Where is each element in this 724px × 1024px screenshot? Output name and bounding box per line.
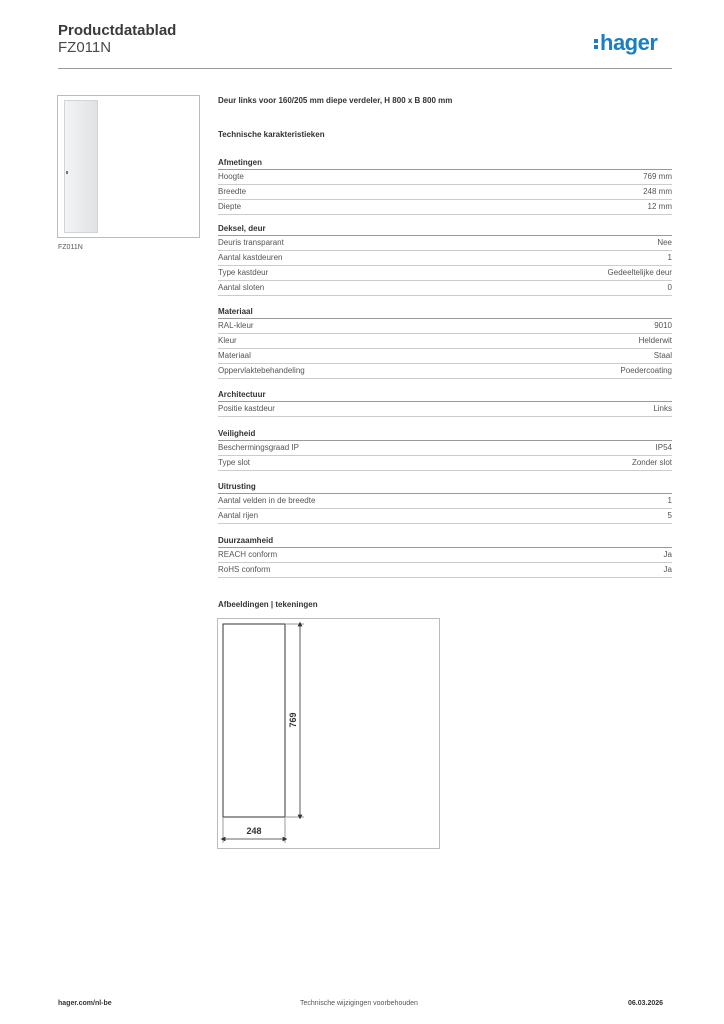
spec-row bbox=[218, 441, 672, 456]
height-dimension-label: 769 bbox=[288, 712, 298, 728]
spec-row bbox=[218, 251, 672, 266]
spec-label: Deuris transparant bbox=[218, 238, 284, 247]
spec-label: Aantal sloten bbox=[218, 283, 265, 292]
spec-row bbox=[218, 349, 672, 364]
spec-section bbox=[218, 535, 672, 578]
section-title: Deksel, deur bbox=[218, 223, 672, 236]
spec-value: 9010 bbox=[654, 321, 672, 330]
spec-row bbox=[218, 236, 672, 251]
spec-value: 12 mm bbox=[647, 202, 672, 211]
spec-label: Oppervlaktebehandeling bbox=[218, 366, 305, 375]
spec-row bbox=[218, 494, 672, 509]
spec-label: Aantal kastdeuren bbox=[218, 253, 283, 262]
spec-value: 1 bbox=[667, 253, 672, 262]
door-illustration bbox=[64, 100, 98, 233]
spec-label: Aantal velden in de breedte bbox=[218, 496, 316, 505]
spec-label: Hoogte bbox=[218, 172, 244, 181]
header-divider bbox=[58, 68, 672, 69]
footer-date: 06.03.2026 bbox=[628, 1000, 664, 1007]
spec-value: Poedercoating bbox=[620, 366, 672, 375]
section-title: Materiaal bbox=[218, 306, 672, 319]
spec-row bbox=[218, 266, 672, 281]
spec-value: Zonder slot bbox=[631, 458, 672, 467]
door-outline bbox=[223, 624, 285, 817]
spec-value: 248 mm bbox=[643, 187, 672, 196]
spec-value: Ja bbox=[663, 550, 672, 559]
section-title: Duurzaamheid bbox=[218, 535, 672, 548]
spec-label: Breedte bbox=[218, 187, 247, 196]
spec-value: 1 bbox=[667, 496, 672, 505]
door-handle-icon bbox=[66, 171, 68, 174]
section-title: Architectuur bbox=[218, 389, 672, 402]
figures-heading: Afbeeldingen | tekeningen bbox=[218, 600, 318, 609]
spec-row bbox=[218, 281, 672, 296]
footer-disclaimer: Technische wijzigingen voorbehouden bbox=[300, 1000, 418, 1007]
logo-dots-icon bbox=[594, 37, 599, 51]
footer-website[interactable]: hager.com/nl-be bbox=[58, 1000, 112, 1007]
width-dimension-label: 248 bbox=[246, 826, 262, 836]
spec-label: Materiaal bbox=[218, 351, 251, 360]
spec-row bbox=[218, 364, 672, 379]
spec-label: RAL-kleur bbox=[218, 321, 254, 330]
spec-row bbox=[218, 456, 672, 471]
spec-value: 769 mm bbox=[643, 172, 672, 181]
product-image bbox=[57, 95, 200, 238]
page-title: Productdatablad bbox=[58, 22, 177, 39]
spec-row bbox=[218, 509, 672, 524]
brand-logo bbox=[594, 30, 657, 56]
spec-label: Positie kastdeur bbox=[218, 404, 275, 413]
spec-row bbox=[218, 402, 672, 417]
product-description: Deur links voor 160/205 mm diepe verdeler, H 800 x B 800 mm bbox=[218, 96, 453, 105]
section-title: Uitrusting bbox=[218, 481, 672, 494]
spec-section bbox=[218, 481, 672, 524]
spec-row bbox=[218, 200, 672, 215]
technical-drawing bbox=[217, 618, 440, 849]
spec-label: Beschermingsgraad IP bbox=[218, 443, 299, 452]
spec-label: RoHS conform bbox=[218, 565, 271, 574]
section-title: Veiligheid bbox=[218, 428, 672, 441]
spec-row bbox=[218, 334, 672, 349]
spec-section bbox=[218, 428, 672, 471]
spec-value: Gedeeltelijke deur bbox=[607, 268, 672, 277]
spec-row bbox=[218, 170, 672, 185]
tech-heading: Technische karakteristieken bbox=[218, 130, 325, 139]
spec-label: Type kastdeur bbox=[218, 268, 269, 277]
spec-row bbox=[218, 185, 672, 200]
product-code: FZ011N bbox=[58, 39, 112, 56]
product-image-caption: FZ011N bbox=[58, 244, 83, 251]
spec-row bbox=[218, 319, 672, 334]
spec-row bbox=[218, 548, 672, 563]
spec-value: Helderwit bbox=[638, 336, 672, 345]
spec-value: 0 bbox=[667, 283, 672, 292]
brand-name: hager bbox=[600, 30, 658, 55]
spec-label: Aantal rijen bbox=[218, 511, 259, 520]
spec-value: 5 bbox=[667, 511, 672, 520]
spec-section bbox=[218, 157, 672, 215]
spec-value: Ja bbox=[663, 565, 672, 574]
spec-label: REACH conform bbox=[218, 550, 278, 559]
dimension-drawing bbox=[218, 619, 439, 848]
spec-row bbox=[218, 563, 672, 578]
spec-section bbox=[218, 223, 672, 296]
spec-value: Links bbox=[653, 404, 672, 413]
spec-value: IP54 bbox=[655, 443, 672, 452]
spec-value: Nee bbox=[657, 238, 672, 247]
spec-section bbox=[218, 389, 672, 417]
spec-label: Type slot bbox=[218, 458, 251, 467]
spec-section bbox=[218, 306, 672, 379]
spec-label: Diepte bbox=[218, 202, 242, 211]
spec-label: Kleur bbox=[218, 336, 237, 345]
section-title: Afmetingen bbox=[218, 157, 672, 170]
spec-value: Staal bbox=[653, 351, 672, 360]
